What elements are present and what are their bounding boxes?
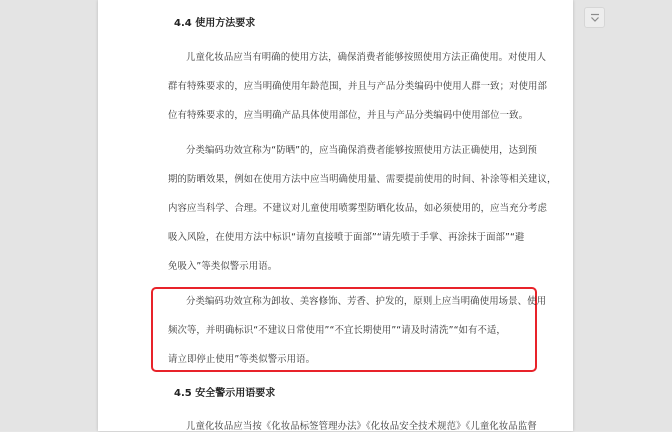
paragraph-line: 免吸入”等类似警示用语。 (168, 261, 278, 272)
document-page (98, 0, 573, 431)
paragraph-line: 分类编码功效宣称为“防晒”的，应当确保消费者能够按照使用方法正确使用，达到预 (186, 145, 538, 156)
section-4-5-heading: 4.5 安全警示用语要求 (174, 388, 276, 399)
highlighted-paragraph-line: 分类编码功效宣称为卸妆、美容修饰、芳香、护发的，原则上应当明确使用场景、使用 (186, 296, 547, 307)
collapse-toggle-button[interactable] (584, 7, 605, 28)
section-4-4-heading: 4.4 使用方法要求 (174, 18, 256, 29)
paragraph-line: 儿童化妆品应当按《化妆品标签管理办法》《化妆品安全技术规范》《儿童化妆品监督 (186, 421, 537, 432)
paragraph-line: 儿童化妆品应当有明确的使用方法，确保消费者能够按照使用方法正确使用。对使用人 (186, 52, 547, 63)
highlighted-paragraph-line: 频次等，并明确标识“不建议日常使用”“不宜长期使用”“请及时清洗”“如有不适， (168, 325, 506, 336)
paragraph-line: 内容应当科学、合理。不建议对儿童使用喷雾型防晒化妆品，如必须使用的，应当充分考虑 (168, 203, 548, 214)
paragraph-line: 位有特殊要求的，应当明确产品具体使用部位，并且与产品分类编码中使用部位一致。 (168, 110, 529, 121)
vertical-scrollbar[interactable] (664, 0, 672, 431)
paragraph-line: 群有特殊要求的，应当明确使用年龄范围，并且与产品分类编码中使用人群一致；对使用部 (168, 81, 548, 92)
paragraph-line: 期的防晒效果，例如在使用方法中应当明确使用量、需要提前使用的时间、补涂等相关建议， (168, 174, 557, 185)
collapse-down-icon (589, 12, 601, 24)
highlighted-paragraph-line: 请立即停止使用”等类似警示用语。 (168, 354, 316, 365)
paragraph-line: 吸入风险，在使用方法中标识“请勿直接喷于面部”“请先喷于手掌、再涂抹于面部”“避 (168, 232, 525, 243)
